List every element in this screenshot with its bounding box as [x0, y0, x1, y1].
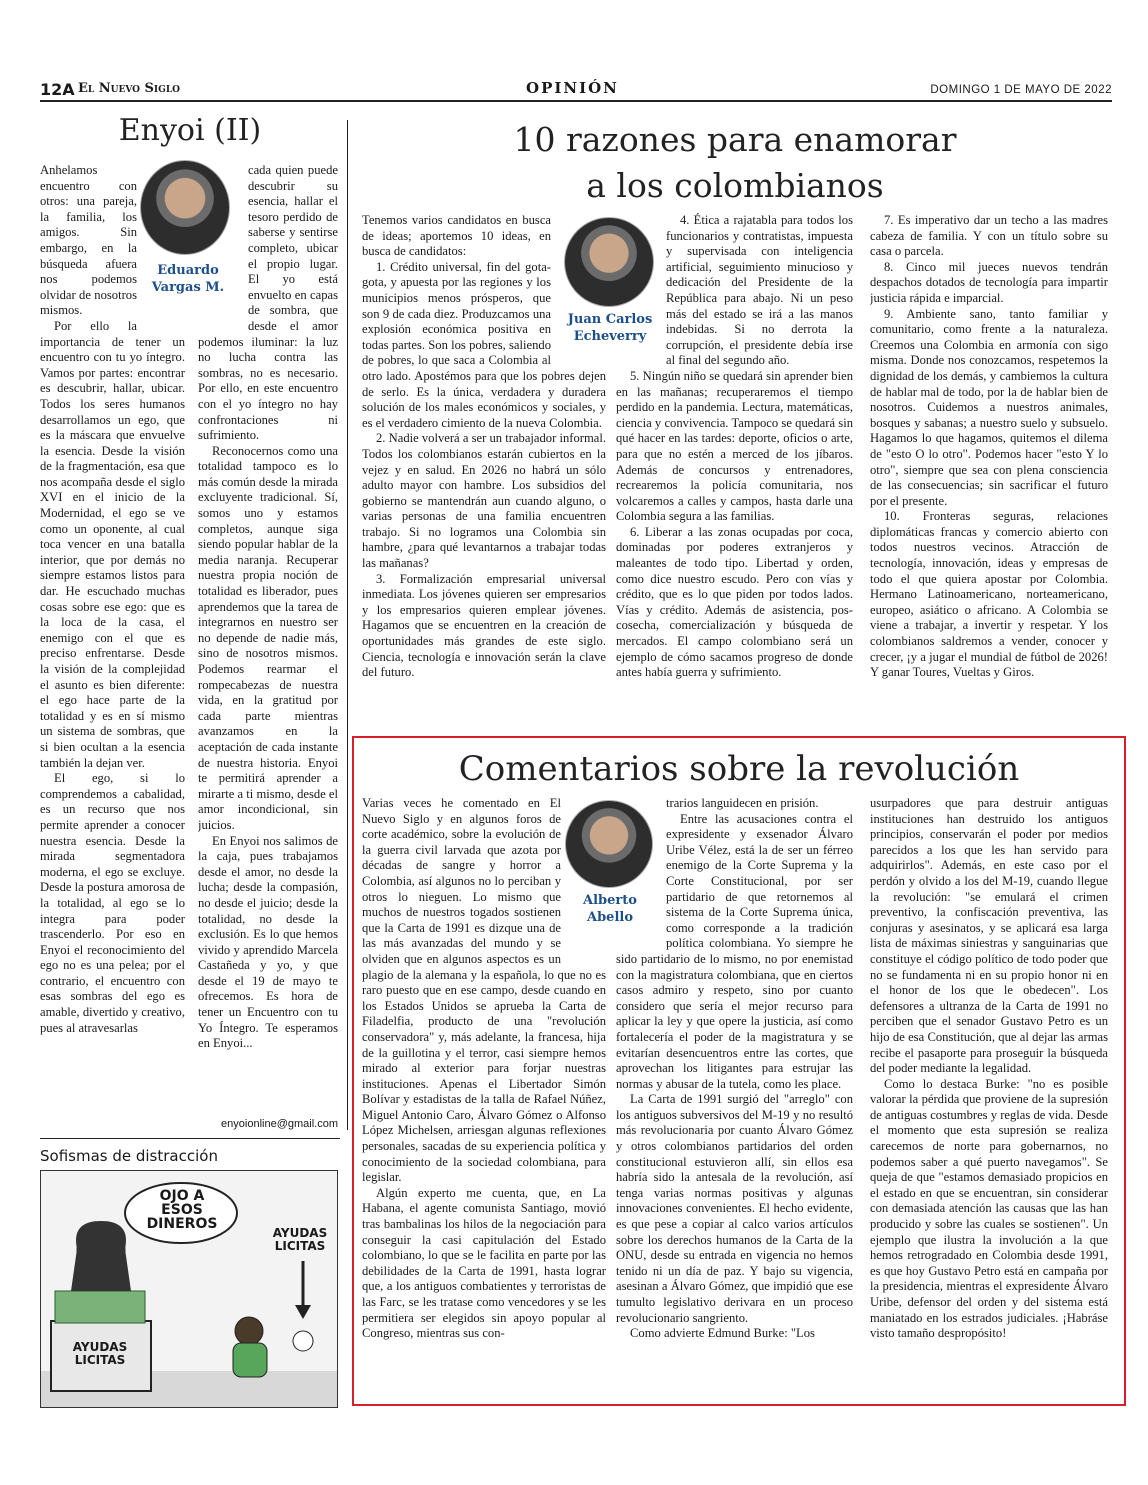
page-header — [40, 78, 1112, 100]
razones-title-line-2: a los colombianos — [586, 166, 884, 205]
enyoi-paragraph: En Enyoi nos salimos de la caja, pues trabajamos desde el amor, no desde la lucha; desde la compasión, no desde el juicio; desde la totalidad, no desde la exclusión. Es lo que hemos vivido y aprendido Marcela Castañeda y yo, y que desde el 19 de mayo te ofrecemos. Es hora de tener un Encuentro con tu Yo Íntegro. Te esperamos en Enyoi... — [198, 833, 338, 1051]
enyoi-paragraph: Por ello la importancia de tener un encuentro con tu yo íntegro. Vamos por partes: encontrar es descubrir, hallar, ubicar. Todos los seres humanos desarrollamos un ego, que es la máscara que envuelve la esencia. Desde la visión de la fragmentación, esa que nos acompaña desde el siglo XVI en el inicio de la Modernidad, el ego se ve como un oponente, al cual toca vencer en una batalla interior, que por demás no siempre estamos listos para dar. He escuchado muchas cosas sobre ese ego: que es la loca de la casa, el enemigo con el que es preciso enfrentarse. Desde la visión de la complejidad el asunto es bien diferente: el ego hace parte de la totalidad y es en sí mismo un sistema de sombras, que si bien ocultan a la esencia también la dejan ver. — [40, 318, 185, 770]
enyoi-paragraph: Anhelamos encuentro con otros: una pareja, la familia, los amigos. Sin embargo, en la búsqueda afuera nos podemos olvidar de nosotros mismos. — [40, 163, 137, 318]
cartoon-top-rule — [40, 1138, 340, 1139]
column-divider — [347, 120, 348, 1130]
razones-paragraph: 2. Nadie volverá a ser un trabajador informal. Todos los colombianos estarán cubiertos en la vejez y en salud. En 2026 no habrá un sólo adulto mayor con hambre. Los subsidios del gobierno se mantendrán aun cuando alguno, o varias personas de una familia encuentren trabajo. Si no logramos una Colombia sin hambre, ¿para qué levantarnos a trabajar todas las mañanas? — [362, 431, 606, 571]
revolucion-paragraph: La Carta de 1991 surgió del "arreglo" con los antiguos subversivos del M-19 y no resultó más revolucionaria por cuanto Álvaro Gómez y otros colombianos partidarios del orden constitucional estuvieron allí, sin ellos esa habría sido la antesala de la revolución, así tenga varias normas positivas y algunas innovaciones convenientes. El hecho evidente, es que pese a copiar al calco varios artículos sobre los derechos humanos de la Carta de la ONU, desde su entrada en vigencia no hemos tenido ni un día de paz. Y bajo su vigencia, asesinan a Álvaro Gómez, que impidió que ese tumulto legislativo derivara en un proceso revolucionario sangriento. — [616, 1092, 853, 1325]
revolucion-paragraph: Como lo destaca Burke: "no es posible valorar la pérdida que proviene de la supresión de antiguas costumbres y reglas de vida. Desde el momento que esta supresión se realiza carecemos de norte para gobernarnos, no podemos saber a qué puerto navegamos". Se queja de que "estamos demasiado propicios en el estado en que se encuentran, sin considerar con demasiada atención las causas que las han producido y sobre las cuales se sostienen". Un ejemplo que ilustra la involución a la que hemos retrogradado en Colombia desde 1991, es que hoy Gustavo Petro está en campaña por la presidencia, mientras el expresidente Álvaro Uribe, defensor del orden y del sistema está maniatado en los estrados judiciales. ¡Habráse visto tamaño despropósito! — [870, 1076, 1108, 1341]
razones-paragraph: Tenemos varios candidatos en busca de ideas; aportemos 10 ideas, en busca de candidatos: — [362, 213, 551, 259]
razones-paragraph: 10. Fronteras seguras, relaciones diplomáticas francas y comercio abierto con todos nuestros vecinos. Atracción de tecnología, innovación, ideas y empresas de todo el que quiera apostar por Colombia. Hermano Latinoamericano, norteamericano, europeo, asiático o africano. A Colombia se viene a trabajar, a invertir y respetar. Y los colombianos saldremos a vender, conocer y crecer, ¡y a jugar el mundial de fútbol de 2026! Y ganar Toures, Vueltas y Giros. — [870, 509, 1108, 680]
revolucion-paragraph: Entre las acusaciones contra el expresidente y exsenador Álvaro Uribe Vélez, está la de ser un férreo enemigo de la Corte Suprema y la Corte Constitucional, por ser partidario de que retornemos al sistema de la Corte Suprema única, como corresponde a la tradición política colombiana. Yo siempre he sido partidario de lo mismo, no por enemistad con la magistratura colombiana, que en ciertos casos admiro y respeto, sino por cuanto considero que sería el mejor recurso para aplicar la ley y que opere la justicia, así como fortalecería el poder de la magistratura y se evitarían desencuentros entre las cortes, que aprovechan los litigantes para estrujar las normas y abusar de la tutela, como les place. — [616, 811, 853, 1091]
revolucion-col2-spacer — [616, 796, 666, 946]
razones-paragraph: 3. Formalización empresarial universal inmediata. Los jóvenes quieren ser empresarios y los empresarios quieren emplear jóvenes. Hagamos que se encuentren en la creación de oportunidades más grandes de este siglo. Ciencia, tecnología e innovación serán la clave del futuro. — [362, 571, 606, 680]
enyoi-column-2 — [198, 163, 338, 1118]
cartoon-title: Sofismas de distracción — [40, 1147, 218, 1165]
revolucion-paragraph: Algún experto me cuenta, que, en La Habana, el agente comunista Santiago, movió tras bambalinas los hilos de la negociación para conseguir la casi capitulación del Estado colombiano, lo que se le facilita en parte por las debilidades de la Carta de 1991, hasta lograr que, a los antiguos combatientes y terroristas de las Farc, se les tratase como vencedores y se les permitiera ser elegidos sin apoyo popular al Congreso, mientras sus con- — [362, 1185, 606, 1341]
razones-paragraph: 6. Liberar a las zonas ocupadas por coca, dominadas por poderes extranjeros y maleantes de todo tipo. Libertad y orden, como dice nuestro escudo. Pero con vías y crédito, que es lo que piden por todos lados. Vías y crédito. Además de asistencia, pos-cosecha, comercialización y búsqueda de mercados. El campo colombiano será un ejemplo de cómo sacamos progreso de donde antes había guerra y sufrimiento. — [616, 524, 853, 680]
razones-col1-spacer — [551, 213, 606, 363]
enyoi-column-1 — [40, 163, 185, 1133]
razones-paragraph: 1. Crédito universal, fin del gota-gota, y apuesta por las regiones y los municipios menos prósperos, que son 9 de cada diez. Produzcamos una explosión económica positiva en todas partes. Son los pobres, saliendo de pobres, lo que saca a Colombia al otro lado. Apostémos para que los pobres dejen de serlo. Es la única, verdadera y duradera solución de los males económicos y sociales, y es el verdadero cimiento de la nueva Colombia. — [362, 259, 606, 430]
author-byline-abello: Alberto Abello — [583, 893, 637, 925]
issue-date: DOMINGO 1 DE MAYO DE 2022 — [930, 84, 1112, 96]
enyoi-paragraph: cada quien puede descubrir su esencia, hallar el tesoro perdido de saberse y sentirse completo, ubicar el propio lugar. El yo está envuelto en capas de sombra, que desde el amor podemos iluminar: la luz no lucha contra las sombras, no es necesario. Por ello, en este encuentro con el yo íntegro no hay confrontaciones ni sufrimiento. — [198, 163, 338, 443]
page-number: 12A — [40, 80, 75, 99]
revolucion-column-3 — [870, 796, 1108, 1399]
razones-paragraph: 4. Ética a rajatabla para todos los funcionarios y contratistas, impuesta y supervisada con inteligencia artificial, seguimiento minucioso y dedicación del Presidente de la República para abajo. Ni un peso más del estado se irá a las manos indebidas. Si no derrota la corrupción, el presidente debía irse al final del segundo año. — [666, 213, 853, 368]
revolucion-paragraph: Como advierte Edmund Burke: "Los — [630, 1326, 815, 1341]
revolucion-col1-spacer — [561, 796, 606, 961]
razones-paragraph: 7. Es imperativo dar un techo a las madres cabeza de familia. Y con un título sobre su casa o parcela. — [870, 213, 1108, 259]
razones-paragraph: 8. Cinco mil jueces nuevos tendrán despachos dotados de tecnología para impartir justicia rápida e imparcial. — [870, 259, 1108, 305]
cartoon-figure-hair — [71, 1221, 131, 1291]
cartoon-sign-text: AYUDAS LICITAS — [272, 1226, 328, 1253]
razones-paragraph: 5. Ningún niño se quedará sin aprender bien en las mañanas; recuperaremos el tiempo perdido en la pandemia. Lectura, matemáticas, ciencia y convivencia. Tampoco se quedará sin qué hacer en las tardes: deporte, oficios o arte, para que no estén a merced de los jíbaros. Además de concursos y entrenadores, recrearemos la policía comunitaria, nos volcaremos a calles y campos, hasta darle una Colombia segura a las familias. — [616, 368, 853, 524]
cartoon-box-text: AYUDAS LICITAS — [72, 1340, 128, 1367]
speech-bubble-text: OJO A ESOS DINEROS — [146, 1188, 218, 1232]
razones-column-2 — [616, 213, 853, 725]
section-title: OPINIÓN — [526, 79, 619, 97]
revolucion-column-1 — [362, 796, 606, 1399]
cartoon-coin — [293, 1331, 313, 1351]
razones-column-3 — [870, 213, 1108, 725]
paper-name: El Nuevo Siglo — [78, 81, 180, 96]
small-figure-body — [233, 1343, 267, 1377]
author-email: enyoionline@gmail.com — [221, 1118, 338, 1130]
cartoon-image — [40, 1170, 338, 1408]
revolucion-paragraph: usurpadores que para destruir antiguas instituciones han destruido los antiguos principios, conservarán el poder por medios parecidos a los que les han servido para adquirirlos". Además, en este caso por el perdón y olvido a los del M-19, cuando llegue la revolución: "se emulará el crimen preventivo, la confiscación preventiva, las conjuras y asesinatos, y se aplicará esa larga lista de máximas siniestras y sanguinarias que constituye el código político de todo poder que no se fundamenta ni en su propio honor ni en el honor de los que le obedecen". Los defensores a ultranza de la Carta de 1991 no perciben que el senador Gustavo Petro es un hijo de esa Constitución, que al dejar las armas recibe el pasaporte para proseguir la búsqueda del poder mediante la legalidad. — [870, 796, 1108, 1076]
author-byline-echeverry: Juan Carlos Echeverry — [567, 312, 653, 344]
sign-arrow-head — [295, 1305, 311, 1319]
razones-paragraph: 9. Ambiente sano, tanto familiar y comunitario, como frente a la naturaleza. Creemos una Colombia en armonía con sigo misma. Donde nos conozcamos, respetemos la dignidad de los demás, y cambiemos la cultura de hablar mal de todo, por la de hablar bien de nosotros. Cuidemos a nuestros animales, bosques y sabanas; a nuestro suelo y subsuelo. Hagamos lo que hagamos, quitemos el dilema de "esto O lo otro". Podemos hacer "esto Y lo otro", siempre que sea con plena consciencia de las consecuencias; sin sacrificar el futuro por el presente. — [870, 306, 1108, 508]
header-rule — [40, 100, 1112, 102]
enyoi-col2-spacer — [198, 163, 248, 323]
revolucion-title: Comentarios sobre la revolución — [458, 749, 1020, 789]
revolucion-paragraph: Varias veces he comentado en El Nuevo Siglo y en algunos foros de corte académico, sobre la evolución de la guerra civil larvada que azota por décadas de sangre y horror a Colombia, así algunos no lo perciban y otros lo nieguen. Lo mismo que muchos de nuestros togados sostienen que la Carta de 1991 es dizque una de las más avanzadas del mundo y se olviden que en algunos aspectos es un plagio de la alemana y la española, lo que no es raro puesto que en ese campo, desde cuando en los Estados Unidos se aprueba la Carta de Filadelfia, producto de una "revolución conservadora" y, más adelante, la francesa, hija de la guillotina y el terror, casi siempre hemos mirado al exterior para forjar nuestras instituciones. Apenas el Libertador Simón Bolívar y estadistas de la talla de Rafael Núñez, Miguel Antonio Caro, Álvaro Gómez o Alfonso López Michelsen, arriesgan algunas reflexiones personales, sacadas de su experiencia política y conocimiento de la sociedad colombiana, para legislar. — [362, 796, 606, 1185]
razones-col2-spacer — [616, 213, 666, 363]
enyoi-col1-spacer — [137, 163, 185, 333]
small-figure-head — [235, 1317, 263, 1345]
enyoi-paragraph: El ego, si lo comprendemos a cabalidad, es un recurso que nos permite aprender a conocer nuestra esencia. Desde la mirada segmentadora moderna, el ego se excluye. Desde la postura amorosa de la totalidad, al ego se lo integra para poder trascenderlo. Por eso en Enyoi el reconocimiento del ego no es una pelea; por el contrario, el encuentro con esas sombras del ego es amable, divertido y creativo, pues al atravesarlas — [40, 771, 185, 1035]
razones-column-1 — [362, 213, 606, 725]
razones-title-line-1: 10 razones para enamorar — [513, 120, 957, 159]
revolucion-paragraph: trarios languidecen en prisión. — [666, 796, 819, 810]
enyoi-paragraph: Reconocernos como una totalidad tampoco es lo más común desde la mirada excluyente tradicional. Sí, somos uno y estamos completos, aunque siga siendo popular hablar de la media naranja. Recuperar nuestra propia noción de totalidad es liberador, pues aprendemos que la tarea de integrarnos en nuestro ser no depende de nadie más, sino de nosotros mismos. Podemos rearmar el rompecabezas de nuestra vida, en la gratitud por cada parte mientras avanzamos en la aceptación de cada instante de nuestra historia. Enyoi te permitirá aprender a mirarte a ti mismo, desde el amor incondicional, sin juicios. — [198, 443, 338, 832]
money-stack — [55, 1291, 145, 1323]
author-byline-vargas: Eduardo Vargas M. — [151, 263, 225, 295]
enyoi-title: Enyoi (II) — [118, 113, 262, 148]
revolucion-column-2 — [616, 796, 853, 1399]
